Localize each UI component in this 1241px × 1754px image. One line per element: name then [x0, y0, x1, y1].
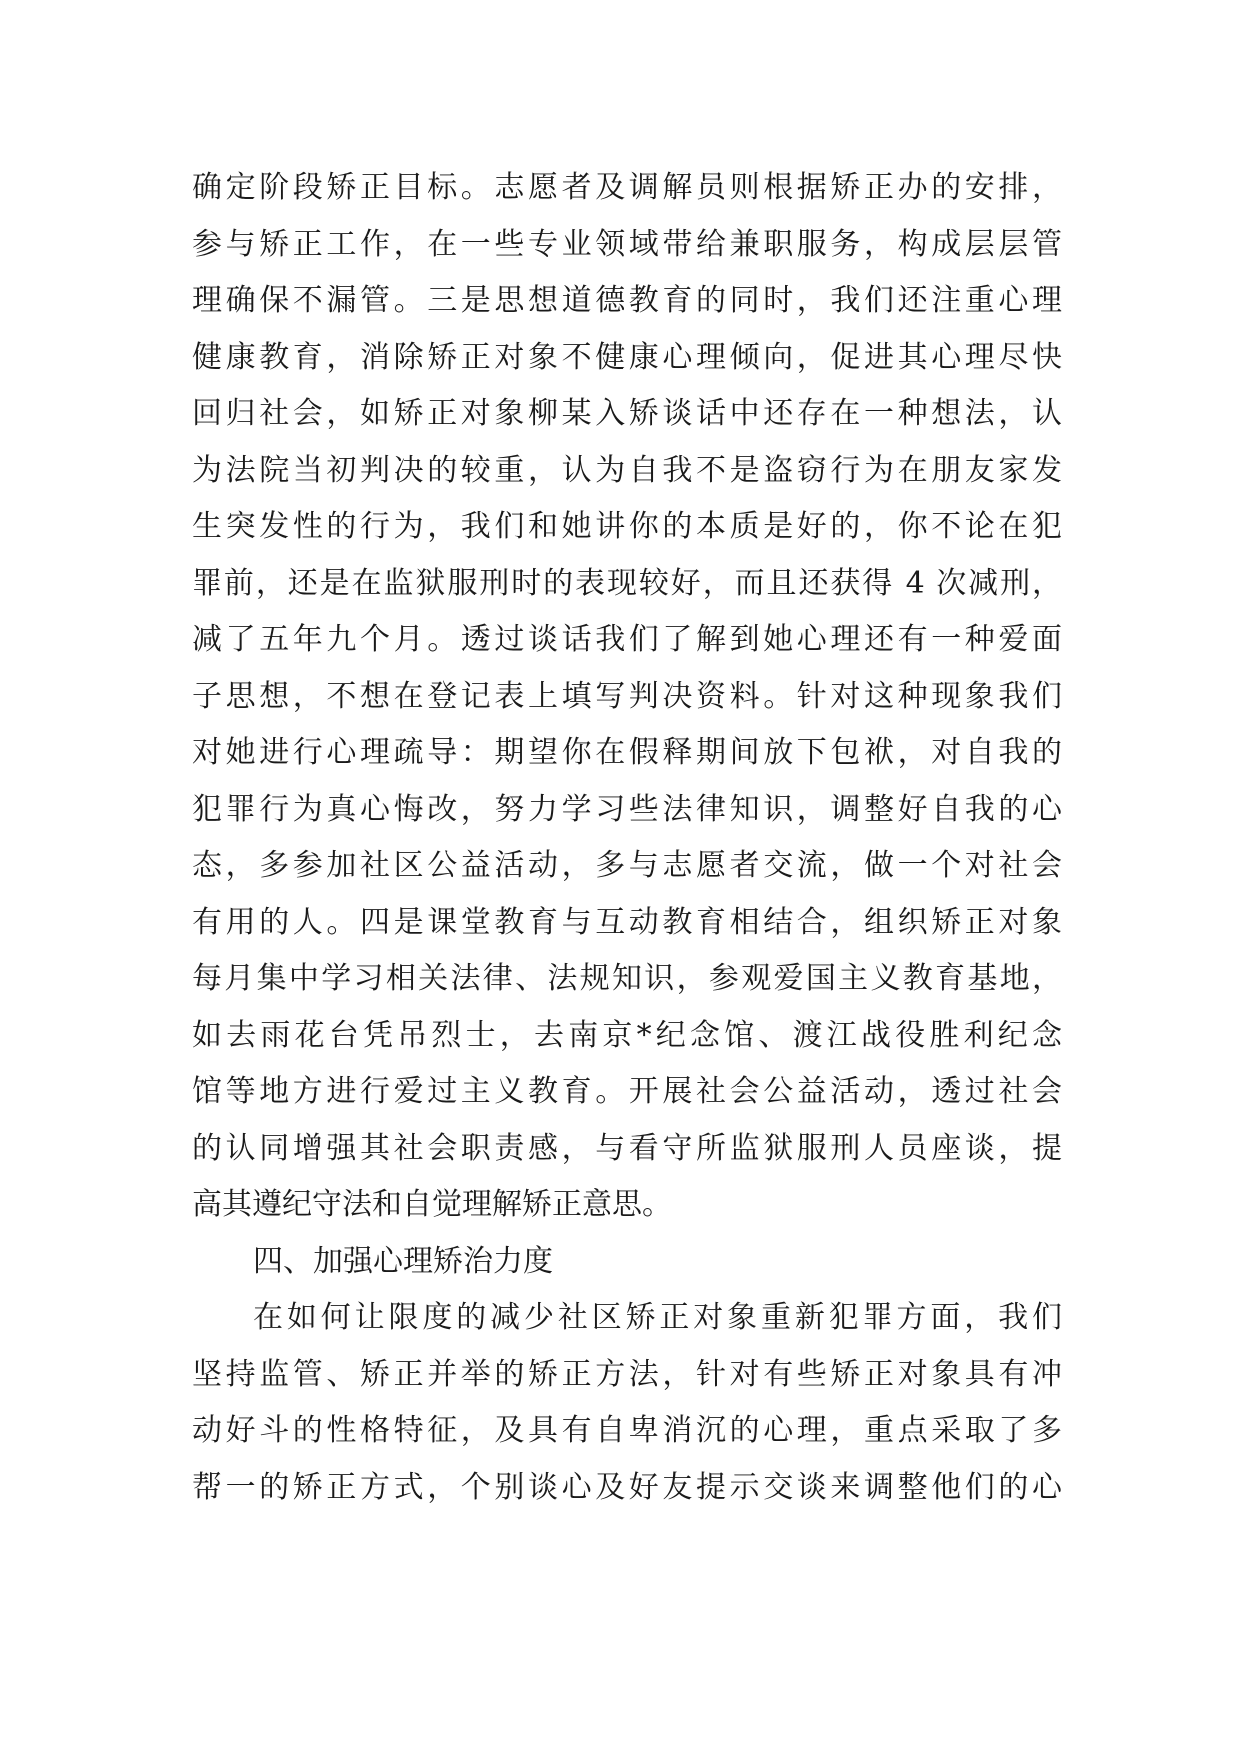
text-line: 动好斗的性格特征，及具有自卑消沉的心理，重点采取了多: [192, 1413, 1062, 1448]
text-line: 高其遵纪守法和自觉理解矫正意思。: [192, 1187, 672, 1222]
text-line: 减了五年九个月。透过谈话我们了解到她心理还有一种爱面: [192, 622, 1062, 657]
text-line: 的认同增强其社会职责感，与看守所监狱服刑人员座谈，提: [192, 1130, 1062, 1166]
text-line: 理确保不漏管。三是思想道德教育的同时，我们还注重心理: [192, 283, 1062, 318]
text-line: 馆等地方进行爱过主义教育。开展社会公益活动，透过社会: [192, 1074, 1062, 1109]
section-heading: 四、加强心理矫治力度: [253, 1243, 553, 1279]
text-line: 犯罪行为真心悔改，努力学习些法律知识，调整好自我的心: [192, 791, 1062, 827]
text-line: 有用的人。四是课堂教育与互动教育相结合，组织矫正对象: [192, 904, 1062, 940]
text-line: 帮一的矫正方式，个别谈心及好友提示交谈来调整他们的心: [192, 1469, 1062, 1505]
text-line: 罪前，还是在监狱服刑时的表现较好，而且还获得 4 次减刑，: [192, 565, 1062, 601]
text-line: 如去雨花台凭吊烈士，去南京*纪念馆、渡江战役胜利纪念: [192, 1017, 1062, 1053]
text-line: 子思想，不想在登记表上填写判决资料。针对这种现象我们: [192, 678, 1062, 714]
text-line: 参与矫正工作，在一些专业领域带给兼职服务，构成层层管: [192, 226, 1062, 262]
text-line: 回归社会，如矫正对象柳某入矫谈话中还存在一种想法，认: [192, 396, 1062, 431]
text-line: 每月集中学习相关法律、法规知识，参观爱国主义教育基地，: [192, 961, 1062, 996]
text-line: 对她进行心理疏导：期望你在假释期间放下包袱，对自我的: [192, 735, 1062, 770]
body-text: [192, 160, 1062, 1516]
text-line: 坚持监管、矫正并举的矫正方法，针对有些矫正对象具有冲: [192, 1356, 1062, 1392]
text-line: 在如何让限度的减少社区矫正对象重新犯罪方面，我们: [253, 1300, 1062, 1335]
text-line: 健康教育，消除矫正对象不健康心理倾向，促进其心理尽快: [192, 339, 1062, 375]
text-line: 确定阶段矫正目标。志愿者及调解员则根据矫正办的安排，: [192, 170, 1062, 205]
text-line: 生突发性的行为，我们和她讲你的本质是好的，你不论在犯: [192, 509, 1062, 544]
text-line: 为法院当初判决的较重，认为自我不是盗窃行为在朋友家发: [192, 452, 1062, 488]
text-line: 态，多参加社区公益活动，多与志愿者交流，做一个对社会: [192, 848, 1062, 883]
